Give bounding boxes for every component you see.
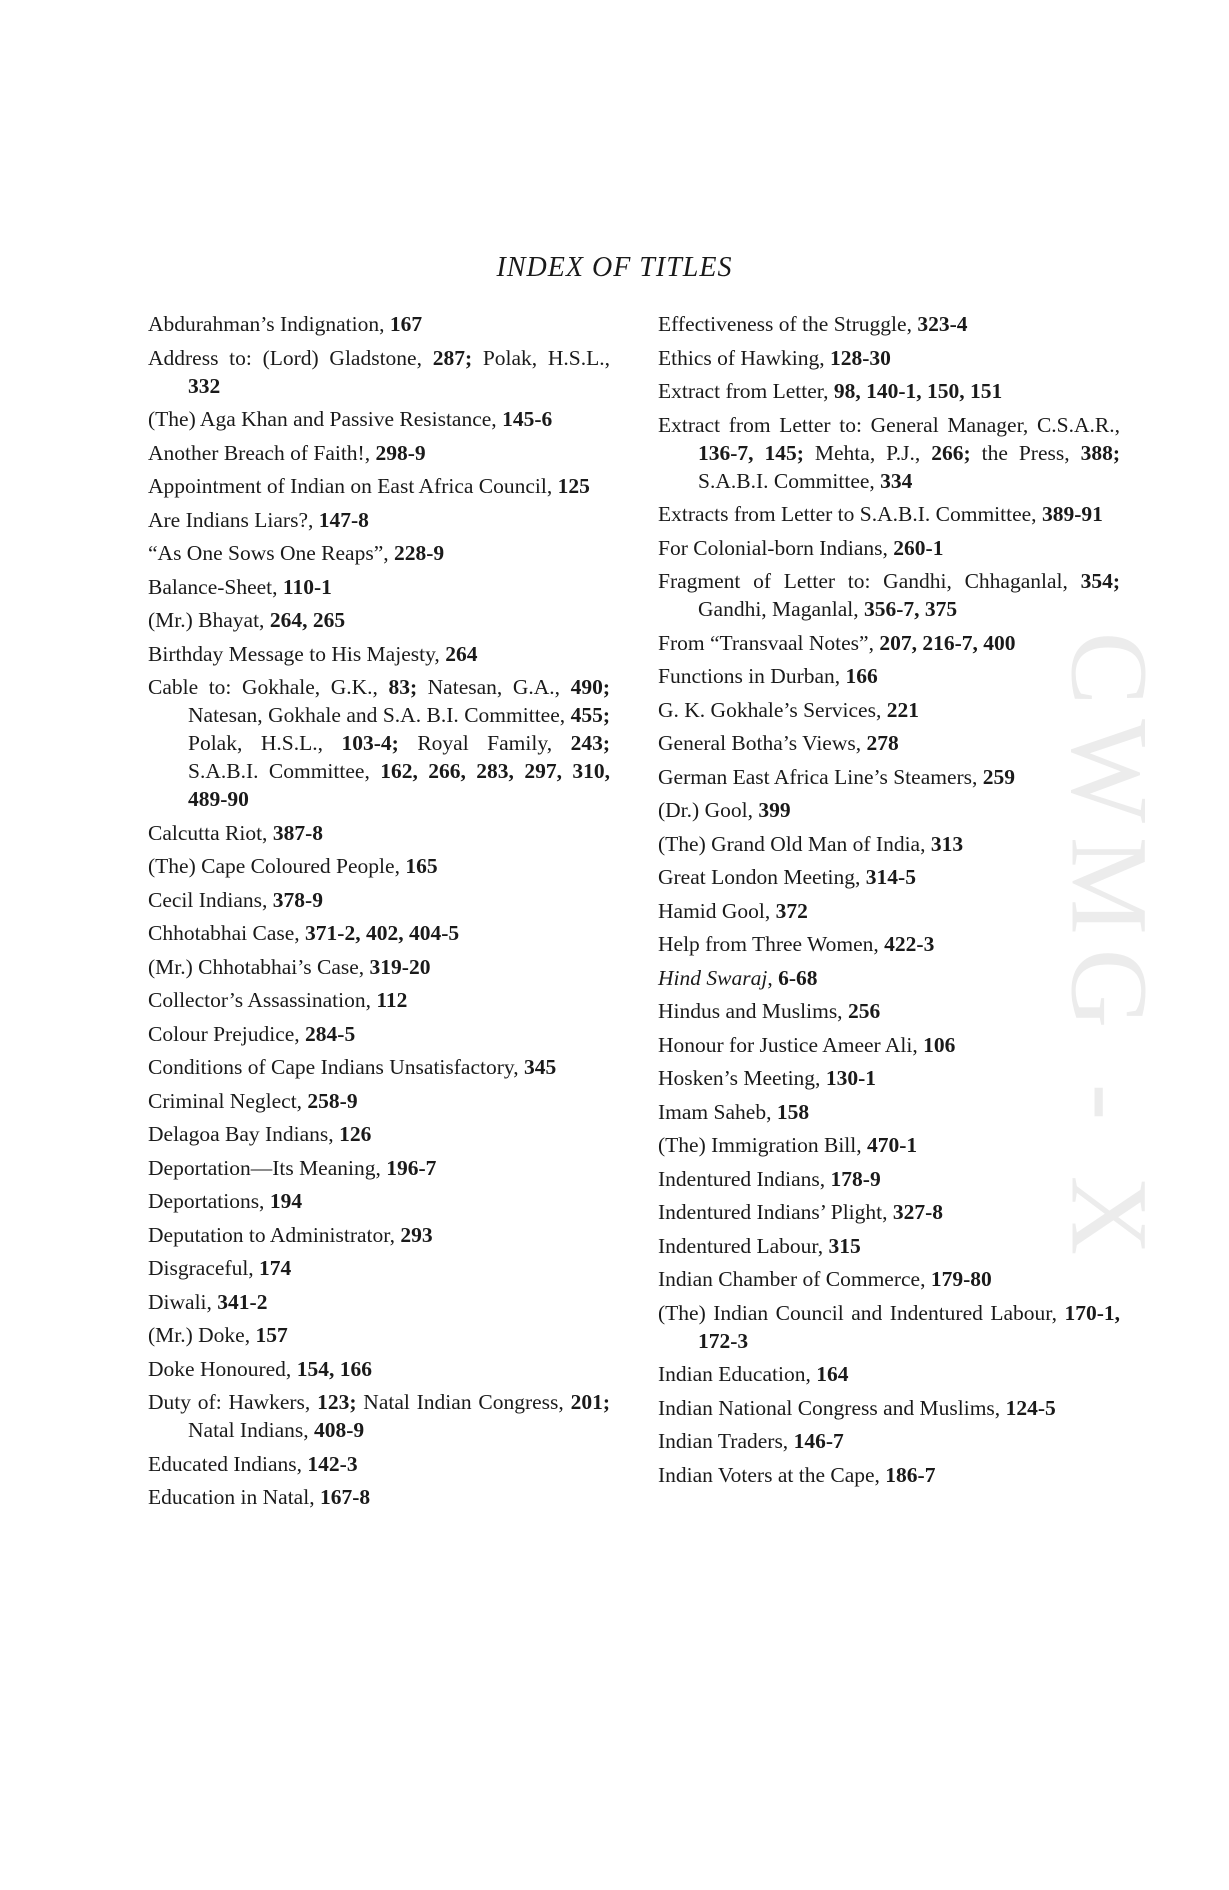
index-entry — [148, 1483, 610, 1511]
entry-text: Chhotabhai Case, — [148, 921, 306, 945]
entry-text: Deputation to Administrator, — [148, 1222, 401, 1247]
page-reference: 327-8 — [892, 1200, 944, 1224]
entry-text: Natesan, G.A., — [417, 675, 571, 699]
page-reference: 298-9 — [375, 440, 426, 465]
index-entry — [658, 1232, 1120, 1260]
entry-text: the Press, — [970, 440, 1081, 465]
entry-text: From “Transvaal Notes”, — [658, 630, 880, 655]
page-reference: 154, 166 — [296, 1356, 372, 1381]
index-entry — [148, 506, 610, 534]
page-reference: 158 — [776, 1099, 810, 1124]
index-entry — [148, 1120, 610, 1148]
entry-text: (The) Immigration Bill, — [658, 1133, 867, 1157]
page-reference: 83; — [388, 675, 418, 699]
entry-text: Calcutta Riot, — [148, 820, 273, 845]
index-column-right — [658, 310, 1120, 1494]
page-reference: 422-3 — [884, 932, 935, 956]
page-reference: 147-8 — [318, 507, 369, 532]
index-entry — [148, 919, 610, 947]
entry-text: S.A.B.I. Committee, — [188, 759, 381, 783]
index-entry — [148, 1388, 610, 1444]
index-entry — [148, 539, 610, 567]
entry-text: Address to: (Lord) Gladstone, — [148, 345, 433, 370]
page-reference: 341-2 — [217, 1289, 268, 1314]
entry-text: Indentured Indians’ Plight, — [658, 1200, 893, 1224]
index-entry — [658, 1064, 1120, 1092]
entry-text: Imam Saheb, — [658, 1099, 777, 1124]
page-reference: 174 — [259, 1256, 292, 1280]
page-reference: 162, 266, 283, 297, 310, 489-90 — [188, 759, 611, 811]
page-reference: 284-5 — [305, 1021, 356, 1046]
entry-text: Natal Indians, — [188, 1418, 314, 1442]
entry-text: Are Indians Liars?, — [148, 507, 319, 532]
entry-text: Hamid Gool, — [658, 898, 776, 923]
page-reference: 166 — [845, 664, 878, 688]
entry-text: Fragment of Letter to: Gandhi, Chhaganlal, — [658, 569, 1081, 593]
page-reference: 146-7 — [793, 1429, 844, 1453]
index-entry — [148, 953, 610, 981]
entry-text: “As One Sows One Reaps”, — [148, 541, 395, 565]
entry-text: Cecil Indians, — [148, 887, 273, 912]
entry-text: Polak, H.S.L., — [188, 731, 342, 755]
index-entry — [658, 696, 1120, 724]
entry-text: (The) Grand Old Man of India, — [658, 831, 931, 856]
page-reference: 125 — [557, 474, 590, 498]
entry-text: Doke Honoured, — [148, 1356, 297, 1381]
page-reference: 264 — [445, 641, 478, 666]
entry-text: German East Africa Line’s Steamers, — [658, 764, 983, 789]
page-reference: 243; — [570, 731, 610, 755]
page-reference: 157 — [255, 1323, 288, 1347]
entry-text: Natal Indian Congress, — [356, 1390, 571, 1414]
page-reference: 490; — [570, 675, 610, 699]
page-reference: 319-20 — [369, 954, 431, 979]
index-entry — [658, 729, 1120, 757]
index-entry — [148, 886, 610, 914]
entry-text: Hosken’s Meeting, — [658, 1066, 826, 1090]
page-reference: 389-91 — [1041, 502, 1103, 526]
entry-text: Indian Traders, — [658, 1429, 794, 1453]
page-title: INDEX OF TITLES — [496, 252, 733, 283]
entry-text: Great London Meeting, — [658, 865, 866, 889]
page-reference: 278 — [866, 731, 899, 755]
page-reference: 103-4; — [341, 731, 399, 755]
index-entry — [148, 852, 610, 880]
page-reference: 387-8 — [272, 820, 323, 845]
page-reference: 194 — [269, 1189, 303, 1213]
index-entry — [658, 964, 1120, 992]
page-reference: 130-1 — [825, 1066, 876, 1090]
page-reference: 287; — [432, 345, 473, 370]
index-entry — [148, 673, 610, 813]
entry-text: (Mr.) Chhotabhai’s Case, — [148, 954, 370, 979]
entry-text: (The) Aga Khan and Passive Resistance, — [148, 407, 503, 431]
index-entry — [658, 1198, 1120, 1226]
index-entry — [658, 411, 1120, 495]
index-entry — [658, 863, 1120, 891]
page-reference: 165 — [405, 854, 438, 878]
page-reference: 6-68 — [778, 965, 818, 990]
index-column-left — [148, 310, 610, 1517]
index-entry — [658, 1461, 1120, 1489]
index-entry — [148, 1254, 610, 1282]
entry-text: Extract from Letter, — [658, 379, 834, 403]
entry-text: Abdurahman’s Indignation, — [148, 312, 390, 336]
entry-text: Effectiveness of the Struggle, — [658, 312, 918, 336]
index-entry — [148, 1053, 610, 1081]
index-entry — [658, 500, 1120, 528]
index-entry — [148, 439, 610, 467]
index-entry — [658, 344, 1120, 372]
entry-text: G. K. Gokhale’s Services, — [658, 697, 887, 722]
page-reference: 293 — [400, 1222, 433, 1247]
page-reference: 167 — [389, 312, 423, 336]
index-entry — [148, 1288, 610, 1316]
entry-text: Ethics of Hawking, — [658, 345, 830, 370]
page-reference: 334 — [880, 468, 913, 493]
page-reference: 126 — [339, 1122, 372, 1146]
page-reference: 98, 140-1, 150, 151 — [833, 379, 1003, 403]
page-reference: 371-2, 402, 404-5 — [305, 921, 460, 945]
entry-text: , — [767, 965, 779, 990]
page-reference: 258-9 — [307, 1088, 358, 1113]
index-entry — [148, 344, 610, 400]
entry-text: Functions in Durban, — [658, 664, 846, 688]
entry-text: S.A.B.I. Committee, — [698, 468, 881, 493]
entry-text: (The) Indian Council and Indentured Labour, — [658, 1300, 1065, 1325]
page-reference: 315 — [828, 1233, 861, 1258]
index-entry — [658, 796, 1120, 824]
index-entry — [658, 1265, 1120, 1293]
index-entry — [148, 1450, 610, 1478]
index-entry — [148, 640, 610, 668]
entry-text: Disgraceful, — [148, 1256, 260, 1280]
entry-text: Diwali, — [148, 1289, 218, 1314]
entry-text: General Botha’s Views, — [658, 731, 867, 755]
index-entry — [658, 310, 1120, 338]
entry-text: Another Breach of Faith!, — [148, 440, 376, 465]
entry-text: (Mr.) Bhayat, — [148, 608, 270, 632]
entry-text: Balance-Sheet, — [148, 574, 283, 599]
index-entry — [148, 1087, 610, 1115]
entry-text: Duty of: Hawkers, — [148, 1390, 318, 1414]
page-reference: 228-9 — [394, 541, 445, 565]
entry-text: Mehta, P.J., — [803, 440, 932, 465]
index-entry — [148, 573, 610, 601]
page-reference: 264, 265 — [269, 608, 346, 632]
entry-text: (The) Cape Coloured People, — [148, 854, 406, 878]
page-reference: 136-7, 145; — [698, 440, 804, 465]
entry-text: Indian Voters at the Cape, — [658, 1462, 886, 1487]
page-reference: 106 — [923, 1032, 956, 1057]
page-reference: 332 — [188, 373, 221, 398]
page-reference: 323-4 — [917, 312, 968, 336]
page-reference: 170-1, 172-3 — [698, 1300, 1120, 1353]
index-entry — [658, 897, 1120, 925]
index-entry — [148, 819, 610, 847]
entry-text: Hindus and Muslims, — [658, 999, 848, 1023]
entry-text: Delagoa Bay Indians, — [148, 1122, 340, 1146]
page-reference: 123; — [317, 1390, 357, 1414]
entry-text: Extracts from Letter to S.A.B.I. Committee, — [658, 502, 1042, 526]
page-reference: 372 — [775, 898, 808, 923]
index-entry — [148, 1355, 610, 1383]
page-reference: 256 — [847, 999, 881, 1023]
page-reference: 112 — [376, 988, 408, 1012]
page-reference: 314-5 — [865, 865, 916, 889]
entry-text: Gandhi, Maganlal, — [698, 597, 864, 621]
page-reference: 259 — [982, 764, 1016, 789]
index-entry — [148, 1187, 610, 1215]
page-reference: 142-3 — [307, 1451, 358, 1476]
entry-text: Deportation—Its Meaning, — [148, 1155, 387, 1180]
index-entry — [658, 1165, 1120, 1193]
index-entry — [658, 997, 1120, 1025]
watermark-text: CWMG - X — [1048, 631, 1171, 1269]
entry-text: Indentured Labour, — [658, 1233, 829, 1258]
page-reference: 470-1 — [867, 1133, 918, 1157]
entry-text: Polak, H.S.L., — [472, 345, 611, 370]
page-reference: 408-9 — [313, 1418, 365, 1442]
index-entry — [148, 405, 610, 433]
entry-text: For Colonial-born Indians, — [658, 535, 894, 560]
entry-text: Royal Family, — [398, 731, 571, 755]
index-entry — [148, 1154, 610, 1182]
index-entry — [658, 763, 1120, 791]
entry-text: Education in Natal, — [148, 1485, 320, 1509]
index-entry — [658, 629, 1120, 657]
page-reference: 207, 216-7, 400 — [879, 630, 1016, 655]
index-entry — [148, 986, 610, 1014]
index-entry — [148, 606, 610, 634]
entry-text: Extract from Letter to: General Manager, C.S.A.R., — [658, 412, 1120, 437]
entry-text: Educated Indians, — [148, 1451, 308, 1476]
entry-text: Honour for Justice Ameer Ali, — [658, 1032, 924, 1057]
entry-text: Indian Chamber of Commerce, — [658, 1267, 931, 1291]
index-entry — [148, 472, 610, 500]
page-reference: 186-7 — [885, 1462, 936, 1487]
page-reference: 378-9 — [272, 887, 323, 912]
page-reference: 313 — [930, 831, 964, 856]
entry-text: (Mr.) Doke, — [148, 1323, 256, 1347]
page-reference: 128-30 — [829, 345, 891, 370]
page-reference: 145-6 — [502, 407, 553, 431]
page-reference: 356-7, 375 — [864, 597, 958, 621]
page-reference: 167-8 — [319, 1485, 371, 1509]
page-reference: 221 — [886, 697, 919, 722]
page-reference: 455; — [570, 703, 610, 727]
page-reference: 388; — [1080, 440, 1120, 465]
index-entry — [148, 310, 610, 338]
entry-text: Natesan, Gokhale and S.A. B.I. Committee, — [188, 703, 571, 727]
index-entry — [148, 1020, 610, 1048]
page-reference: 345 — [524, 1055, 557, 1079]
page-reference: 399 — [758, 798, 791, 822]
entry-title-italic: Hind Swaraj — [658, 965, 768, 990]
entry-text: Criminal Neglect, — [148, 1088, 308, 1113]
entry-text: Colour Prejudice, — [148, 1021, 306, 1046]
index-entry — [658, 1031, 1120, 1059]
page-reference: 179-80 — [930, 1267, 992, 1291]
entry-text: Help from Three Women, — [658, 932, 885, 956]
page-reference: 164 — [816, 1362, 849, 1386]
entry-text: Appointment of Indian on East Africa Council, — [148, 474, 558, 498]
page-reference: 124-5 — [1005, 1395, 1056, 1420]
index-entry — [658, 1394, 1120, 1422]
index-entry — [658, 534, 1120, 562]
page-reference: 266; — [931, 440, 971, 465]
entry-text: Collector’s Assassination, — [148, 988, 377, 1012]
entry-text: Indian Education, — [658, 1362, 817, 1386]
index-entry — [658, 1131, 1120, 1159]
index-entry — [658, 377, 1120, 405]
index-entry — [658, 930, 1120, 958]
page-reference: 178-9 — [830, 1166, 881, 1191]
index-entry — [148, 1321, 610, 1349]
entry-text: Birthday Message to His Majesty, — [148, 641, 446, 666]
index-entry — [658, 1427, 1120, 1455]
page-reference: 110-1 — [282, 574, 332, 599]
index-entry — [658, 567, 1120, 623]
page-reference: 201; — [570, 1390, 610, 1414]
entry-text: Cable to: Gokhale, G.K., — [148, 675, 389, 699]
entry-text: Conditions of Cape Indians Unsatisfactory, — [148, 1055, 524, 1079]
index-entry — [658, 1299, 1120, 1355]
entry-text: Indentured Indians, — [658, 1166, 831, 1191]
index-entry — [658, 830, 1120, 858]
entry-text: Deportations, — [148, 1189, 270, 1213]
page-reference: 354; — [1080, 569, 1120, 593]
index-entry — [658, 1360, 1120, 1388]
page-reference: 196-7 — [386, 1155, 437, 1180]
index-entry — [148, 1221, 610, 1249]
entry-text: (Dr.) Gool, — [658, 798, 759, 822]
page-reference: 260-1 — [893, 535, 944, 560]
index-entry — [658, 662, 1120, 690]
index-entry — [658, 1098, 1120, 1126]
entry-text: Indian National Congress and Muslims, — [658, 1395, 1006, 1420]
